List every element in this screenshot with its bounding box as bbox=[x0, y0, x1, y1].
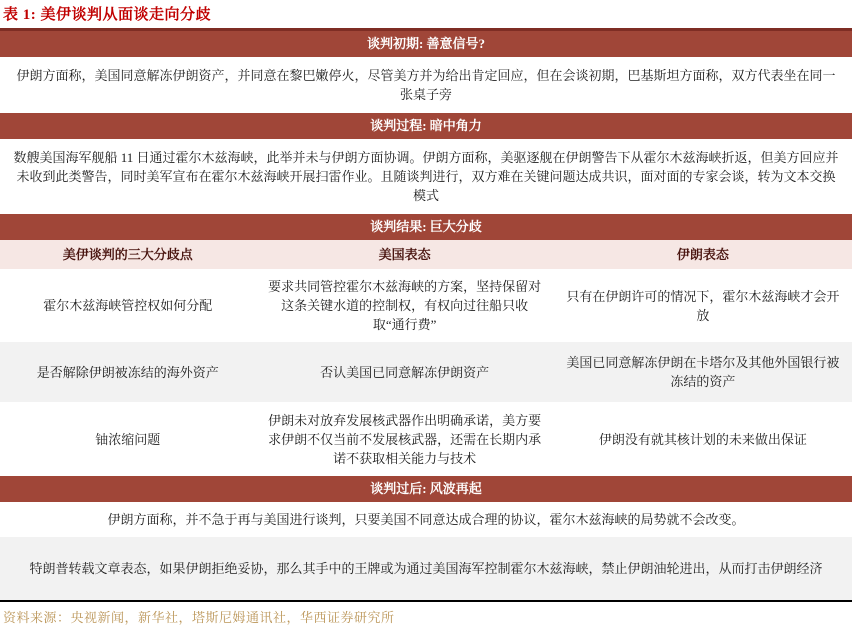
para-process: 数艘美国海军舰船 11 日通过霍尔木兹海峡，此举并未与伊朗方面协调。伊朗方面称，美驱逐舰在伊朗警告下从霍尔木兹海峡折返，但美方回应并未收到此类警告，同时美军宣布在霍尔木兹海峡开展扫雷作业。且随谈判进行，双方难在关键问题达成共识，面对面的专家会谈，转为文本交换模式 bbox=[0, 139, 852, 214]
data-source-note: 资料来源：央视新闻，新华社，塔斯尼姆通讯社，华西证券研究所 bbox=[3, 610, 395, 625]
cell-iran-stance: 美国已同意解冻伊朗在卡塔尔及其他外国银行被冻结的资产 bbox=[566, 355, 840, 389]
header-us-stance: 美国表态 bbox=[378, 247, 431, 262]
table-title: 表 1: 美伊谈判从面谈走向分歧 bbox=[3, 7, 211, 23]
para-initial-phase: 伊朗方面称，美国同意解冻伊朗资产，并同意在黎巴嫩停火，尽管美方并为给出肯定回应，但在会谈初期，巴基斯坦方面称，双方代表坐在同一张桌子旁 bbox=[0, 57, 852, 113]
section-band-initial-phase: 谈判初期: 善意信号? bbox=[0, 28, 852, 57]
cell-us-stance: 要求共同管控霍尔木兹海峡的方案，坚持保留对这条关键水道的控制权，有权向过往船只收取“通行费” bbox=[268, 279, 542, 332]
cell-us-stance: 伊朗未对放弃发展核武器作出明确承诺，美方要求伊朗不仅当前不发展核武器，还需在长期内承诺不获取相关能力与技术 bbox=[268, 412, 542, 466]
divergence-header-row bbox=[0, 240, 852, 269]
table-row bbox=[0, 269, 852, 342]
cell-issue: 是否解除伊朗被冻结的海外资产 bbox=[36, 364, 219, 380]
table-row bbox=[0, 342, 852, 402]
section-band-aftermath: 谈判过后: 风波再起 bbox=[0, 476, 852, 502]
para-aftermath-trump: 特朗普转载文章表态，如果伊朗拒绝妥协，那么其手中的王牌或为通过美国海军控制霍尔木兹海峡，禁止伊朗油轮进出，从而打击伊朗经济 bbox=[0, 537, 852, 602]
cell-iran-stance: 只有在伊朗许可的情况下，霍尔木兹海峡才会开放 bbox=[566, 288, 840, 323]
cell-us-stance: 否认美国已同意解冻伊朗资产 bbox=[320, 364, 490, 380]
header-iran-stance: 伊朗表态 bbox=[676, 247, 729, 262]
cell-issue: 霍尔木兹海峡管控权如何分配 bbox=[43, 298, 213, 313]
negotiation-table bbox=[0, 28, 852, 602]
para-aftermath-iran: 伊朗方面称，并不急于再与美国进行谈判，只要美国不同意达成合理的协议，霍尔木兹海峡的局势就不会改变。 bbox=[0, 502, 852, 537]
header-divergence-points: 美伊谈判的三大分歧点 bbox=[62, 247, 193, 262]
cell-iran-stance: 伊朗没有就其核计划的未来做出保证 bbox=[598, 431, 807, 447]
cell-issue: 铀浓缩问题 bbox=[95, 431, 161, 447]
table-row bbox=[0, 402, 852, 476]
section-band-process: 谈判过程: 暗中角力 bbox=[0, 113, 852, 139]
section-band-result: 谈判结果: 巨大分歧 bbox=[0, 214, 852, 240]
